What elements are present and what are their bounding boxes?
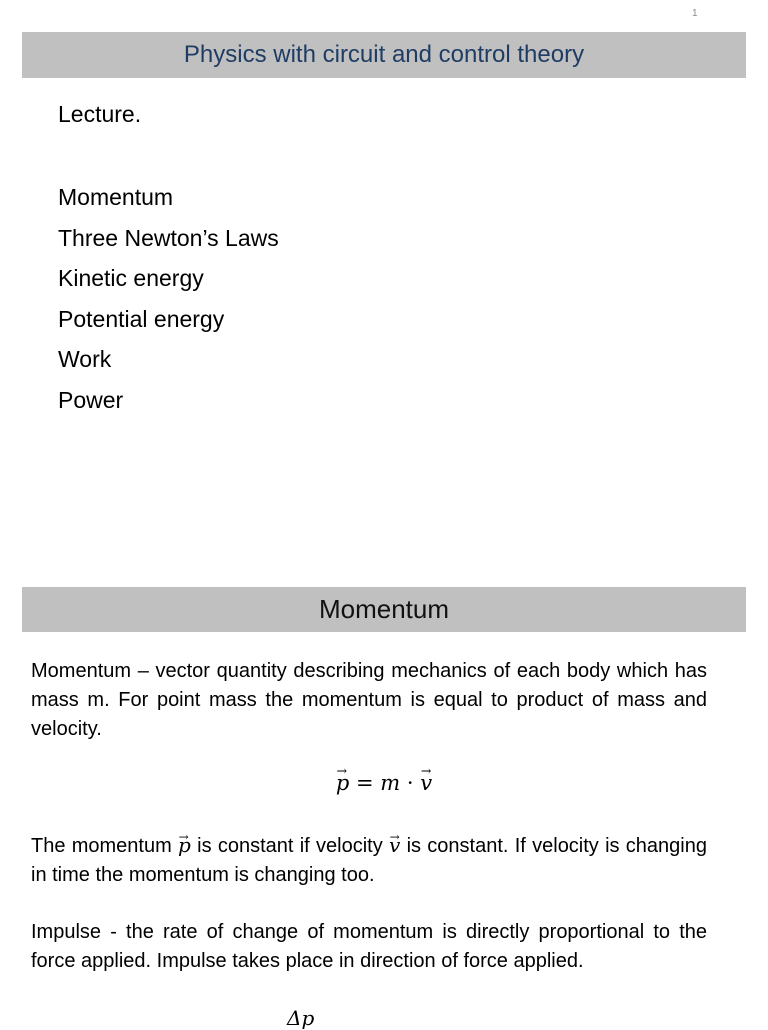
- momentum-formula: [0, 771, 768, 795]
- momentum-vector-symbol: → p: [178, 831, 191, 860]
- delta-momentum-symbol: Δp: [287, 1006, 315, 1030]
- topic-item: Momentum: [58, 184, 174, 210]
- document-title: Physics with circuit and control theory: [183, 41, 585, 68]
- momentum-vector-symbol: → p: [336, 771, 349, 795]
- document-title-band: [22, 32, 746, 78]
- section-title: Momentum: [318, 594, 450, 624]
- paragraph-text: is constant. If velocity is changing in time the momentum is changing too.: [31, 835, 707, 886]
- equals-sign: =: [349, 771, 381, 795]
- momentum-definition-paragraph: Momentum – vector quantity describing mechanics of each body which has mass m. For point mass the momentum is equal to product of mass and velocity.: [31, 660, 707, 740]
- mass-symbol: m: [380, 771, 401, 795]
- topic-item: Three Newton’s Laws: [58, 224, 279, 251]
- topic-item: Work: [58, 346, 112, 373]
- lecture-label: Lecture.: [58, 101, 142, 127]
- velocity-vector-symbol: → v: [420, 771, 432, 795]
- topic-list: [58, 182, 279, 426]
- topic-item: Kinetic energy: [58, 265, 204, 292]
- paragraph-text: is constant if velocity: [190, 835, 389, 857]
- impulse-formula-partial: [287, 1006, 314, 1030]
- page-number: 1: [692, 8, 698, 19]
- multiply-dot: ·: [400, 771, 421, 795]
- velocity-vector-symbol: → v: [389, 831, 400, 860]
- section-title-band: [22, 587, 746, 632]
- momentum-constancy-paragraph: [31, 831, 707, 890]
- topic-item: Power: [58, 386, 124, 413]
- topic-item: Potential energy: [58, 305, 225, 332]
- paragraph-text: The momentum: [31, 835, 179, 857]
- impulse-paragraph: Impulse - the rate of change of momentum is directly proportional to the force applied. Impulse takes place in direction of force applied.: [31, 921, 707, 972]
